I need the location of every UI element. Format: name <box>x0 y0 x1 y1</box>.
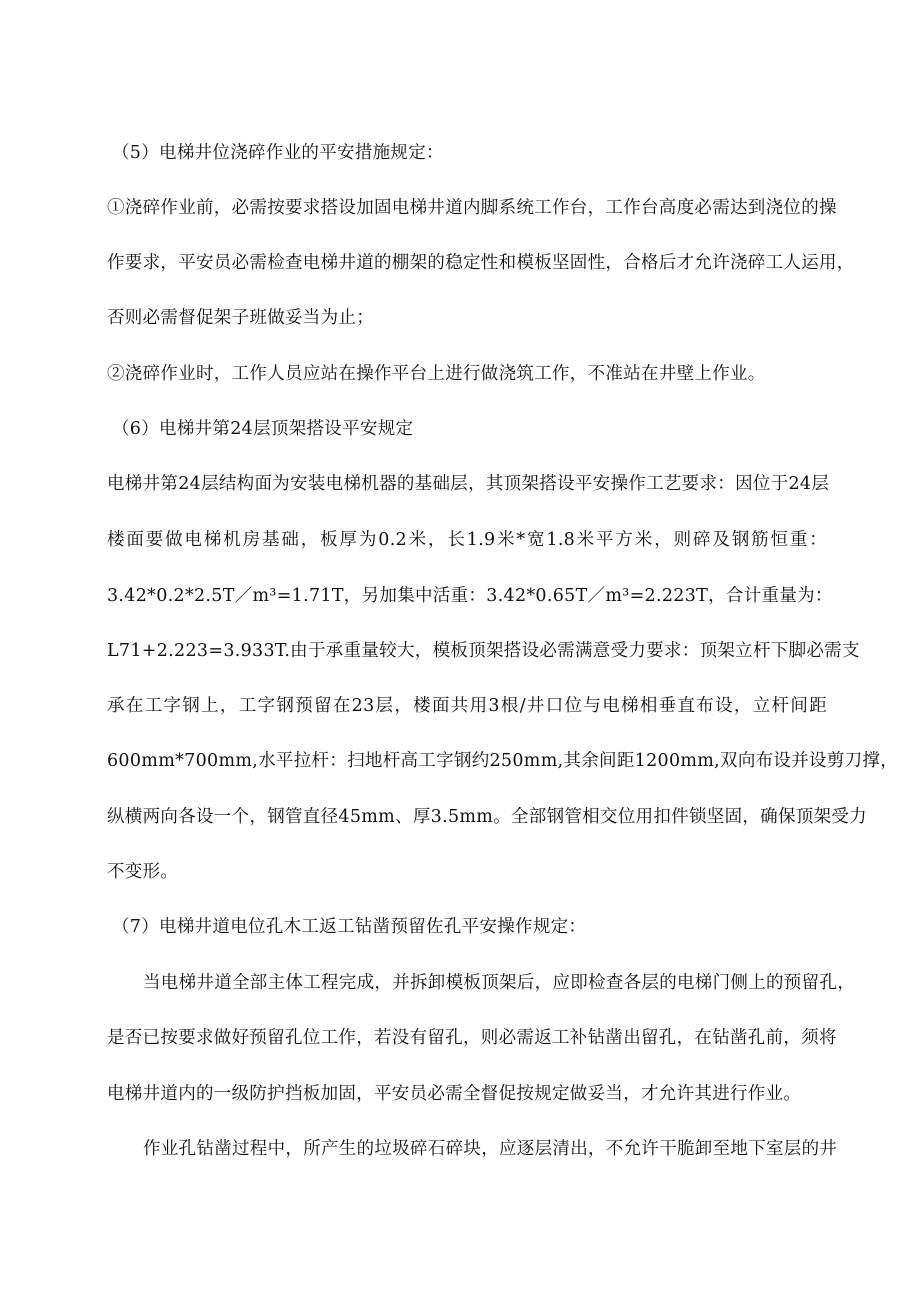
section-heading-5: （5）电梯井位浇碎作业的平安措施规定： <box>112 143 444 163</box>
paragraph-line: 3.42*0.2*2.5T／m³=1.71T，另加集中活重：3.42*0.65T／m³=2.223T，合计重量为： <box>107 586 833 606</box>
section-heading-6: （6）电梯井第24层顶架搭设平安规定 <box>112 419 414 439</box>
paragraph-line: 600mm*700mm,水平拉杆：扫地杆高工字钢约250mm,其余间距1200mm,双向布设并设剪刀撑， <box>107 751 899 771</box>
paragraph-line: L71+2.223=3.933T.由于承重量较大，模板顶架搭设必需满意受力要求：顶架立杆下脚必需支 <box>107 641 860 661</box>
paragraph-line: 当电梯井道全部主体工程完成，并拆卸模板顶架后，应即检查各层的电梯门侧上的预留孔， <box>143 973 855 993</box>
paragraph-line: 承在工字钢上，工字钢预留在23层，楼面共用3根/井口位与电梯相垂直布设，立杆间距 <box>107 696 827 716</box>
paragraph-line: 否则必需督促架子班做妥当为止； <box>107 308 374 328</box>
paragraph-line: 电梯井第24层结构面为安装电梯机器的基础层，其顶架搭设平安操作工艺要求：因位于24层 <box>107 474 830 494</box>
section-heading-7: （7）电梯井道电位孔木工返工钻凿预留佐孔平安操作规定： <box>112 917 587 937</box>
paragraph-line: 是否已按要求做好预留孔位工作，若没有留孔，则必需返工补钻凿出留孔，在钻凿孔前，须将 <box>107 1028 837 1048</box>
paragraph-line: 不变形。 <box>107 862 179 882</box>
paragraph-line: ②浇碎作业时，工作人员应站在操作平台上进行做浇筑工作，不准站在井壁上作业。 <box>107 364 766 384</box>
paragraph-line: ①浇碎作业前，必需按要求搭设加固电梯井道内脚系统工作台，工作台高度必需达到浇位的操 <box>107 198 837 218</box>
paragraph-line: 楼面要做电梯机房基础，板厚为0.2米，长1.9米*宽1.8米平方米，则碎及钢筋恒重： <box>107 530 827 550</box>
paragraph-line: 电梯井道内的一级防护挡板加固，平安员必需全督促按规定做妥当，才允许其进行作业。 <box>107 1084 802 1104</box>
paragraph-line: 纵横两向各设一个，钢管直径45mm、厚3.5mm。全部钢管相交位用扣件锁坚固，确保顶架受力 <box>107 807 867 827</box>
paragraph-line: 作业孔钻凿过程中，所产生的垃圾碎石碎块，应逐层清出，不允许干脆卸至地下室层的井 <box>143 1139 838 1159</box>
paragraph-line: 作要求，平安员必需检查电梯井道的棚架的稳定性和模板坚固性，合格后才允许浇碎工人运用， <box>107 253 855 273</box>
